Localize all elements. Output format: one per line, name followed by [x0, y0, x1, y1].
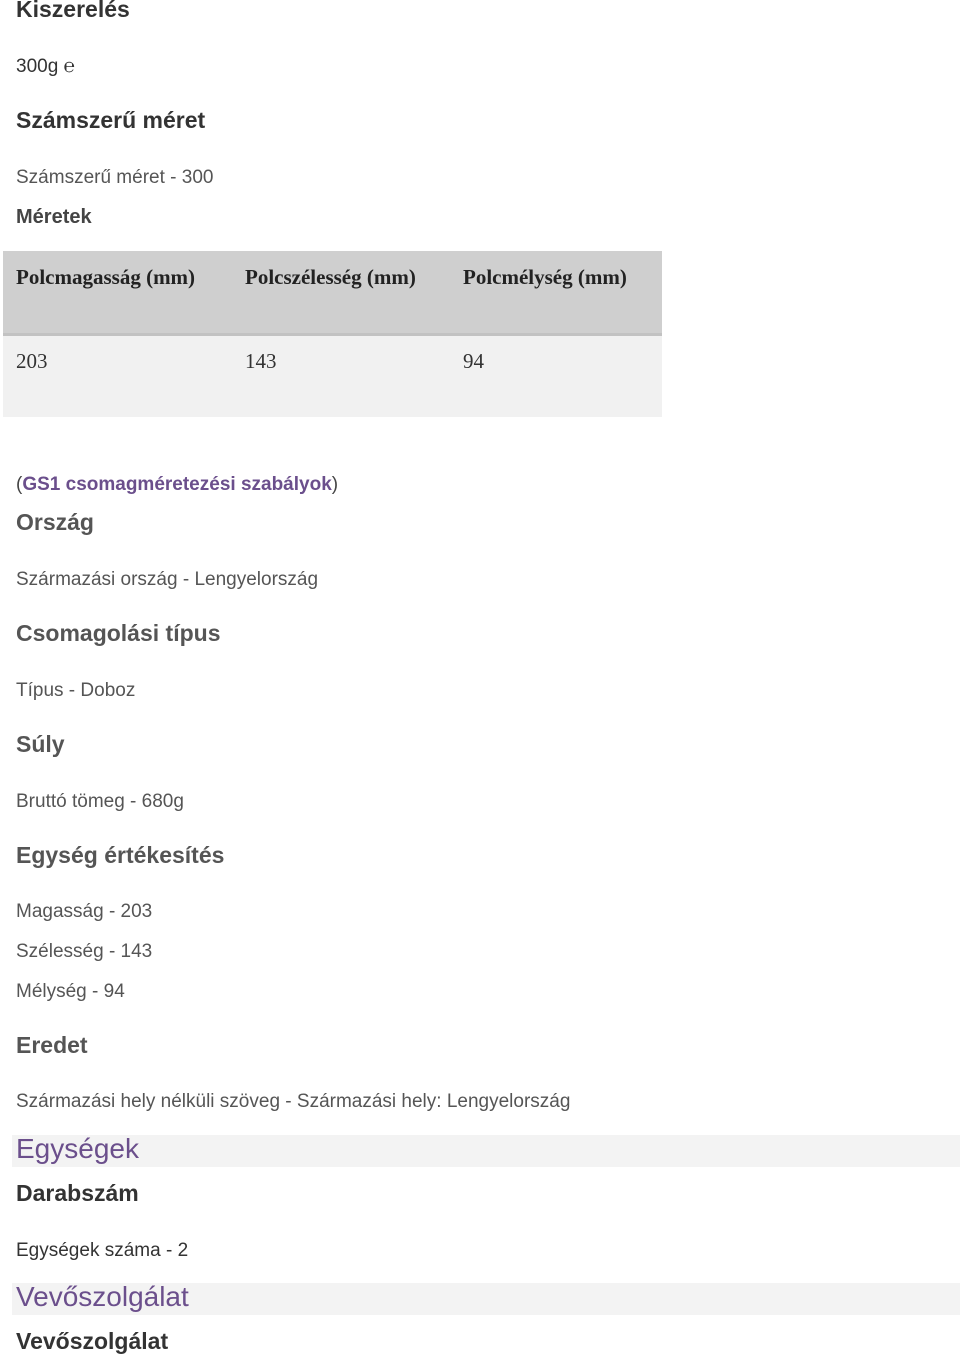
cell-shelf-depth: 94 — [463, 349, 484, 373]
column-header-shelf-depth: Polcmélység (mm) — [463, 265, 627, 289]
cell-shelf-height: 203 — [16, 349, 48, 373]
darabszam-value: Egységek száma - 2 — [16, 1240, 189, 1261]
kiszereles-heading: Kiszerelés — [16, 0, 130, 22]
vevoszolgalat-section-title: Vevőszolgálat — [16, 1281, 189, 1312]
egyseg-melyseg: Mélység - 94 — [16, 981, 125, 1002]
eredet-heading: Eredet — [16, 1032, 88, 1058]
egyseg-magassag: Magasság - 203 — [16, 901, 153, 922]
egyseg-szelesseg: Szélesség - 143 — [16, 941, 153, 962]
dimensions-table — [3, 251, 662, 417]
dimensions-table-header — [3, 251, 662, 336]
gs1-rules-link[interactable]: GS1 csomagméretezési szabályok — [22, 474, 332, 495]
egysegek-section-title: Egységek — [16, 1133, 139, 1164]
gs1-note — [16, 474, 338, 496]
suly-value: Bruttó tömeg - 680g — [16, 791, 184, 812]
eredet-value: Származási hely nélküli szöveg - Származási hely: Lengyelország — [16, 1091, 571, 1112]
vevoszolgalat-heading: Vevőszolgálat — [16, 1328, 169, 1354]
meretek-label: Méretek — [16, 206, 92, 228]
column-header-shelf-width: Polcszélesség (mm) — [245, 265, 416, 289]
szamszeru-meret-value: Számszerű méret - 300 — [16, 167, 214, 188]
szamszeru-meret-heading: Számszerű méret — [16, 107, 206, 133]
csomagolas-heading: Csomagolási típus — [16, 620, 221, 646]
gs1-open-paren: ( — [16, 474, 23, 495]
darabszam-heading: Darabszám — [16, 1180, 139, 1206]
cell-shelf-width: 143 — [245, 349, 277, 373]
column-header-shelf-height: Polcmagasság (mm) — [16, 265, 196, 289]
egyseg-ertekesites-heading: Egység értékesítés — [16, 842, 225, 868]
egysegek-section-band — [12, 1135, 960, 1167]
vevoszolgalat-section-band — [12, 1283, 960, 1315]
gs1-close-paren: ) — [331, 474, 339, 495]
kiszereles-value: 300g ℮ — [16, 56, 75, 77]
orszag-value: Származási ország - Lengyelország — [16, 569, 319, 590]
suly-heading: Súly — [16, 731, 65, 757]
orszag-heading: Ország — [16, 509, 94, 535]
csomagolas-value: Típus - Doboz — [16, 680, 136, 701]
